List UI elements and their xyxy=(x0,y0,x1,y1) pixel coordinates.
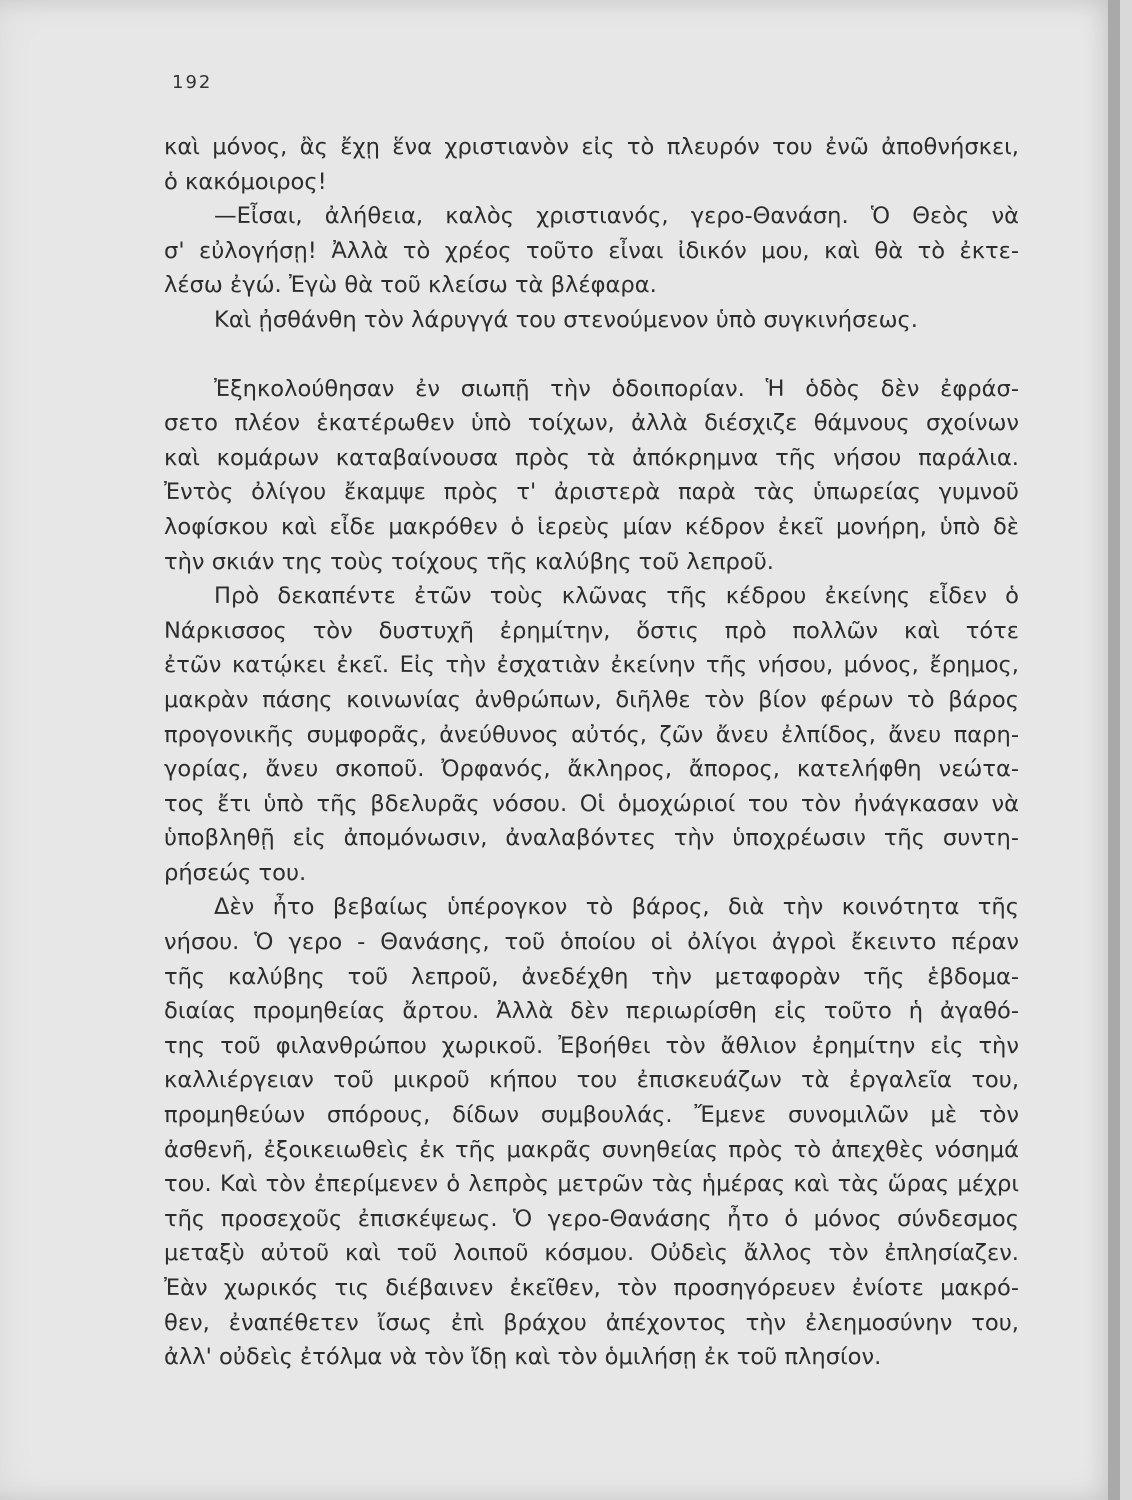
text-line: Ἐντὸς ὀλίγου ἔκαμψε πρὸς τ' ἀριστερὰ παρὰ τὰς ὑπωρείας γυμνοῦ xyxy=(164,479,1019,506)
text-line: μακρὰν πάσης κοινωνίας ἀνθρώπων, διῆλθε τὸν βίον φέρων τὸ βάρος xyxy=(164,686,1019,713)
text-line: του. Καὶ τὸν ἐπερίμενεν ὁ λεπρὸς μετρῶν τὰς ἡμέρας καὶ τὰς ὥρας μέχρι xyxy=(164,1171,1019,1198)
text-line: Καὶ ᾐσθάνθη τὸν λάρυγγά του στενούμενον ὑπὸ συγκινήσεως. xyxy=(214,306,918,333)
text-line: σετο πλέον ἑκατέρωθεν ὑπὸ τοίχων, ἀλλὰ διέσχιζε θάμνους σχοίνων xyxy=(164,410,1019,437)
text-line: προγονικῆς συμφορᾶς, ἀνεύθυνος αὐτός, ζῶν ἄνευ ἐλπίδος, ἄνευ παρη- xyxy=(164,721,1019,748)
text-line: καὶ μόνος, ἂς ἔχῃ ἕνα χριστιανὸν εἰς τὸ πλευρόν του ἐνῶ ἀποθνήσκει, xyxy=(164,134,1019,160)
text-line: Νάρκισσος τὸν δυστυχῆ ἐρημίτην, ὅστις πρὸ πολλῶν καὶ τότε xyxy=(164,617,1019,644)
text-line: της τοῦ φιλανθρώπου χωρικοῦ. Ἐβοήθει τὸν ἄθλιον ἐρημίτην εἰς τὴν xyxy=(164,1032,1019,1059)
text-line: θεν, ἐναπέθετεν ἴσως ἐπὶ βράχου ἀπέχοντος τὴν ἐλεημοσύνην του, xyxy=(164,1309,1019,1336)
text-line: ἀσθενῆ, ἐξοικειωθεὶς ἐκ τῆς μακρᾶς συνηθείας πρὸς τὸ ἀπεχθὲς νόσημά xyxy=(164,1136,1019,1163)
page-number: 192 xyxy=(172,72,213,93)
text-line: σ' εὐλογήσῃ! Ἀλλὰ τὸ χρέος τοῦτο εἶναι ἰδικόν μου, καὶ θὰ τὸ ἐκτε- xyxy=(164,237,1019,264)
text-line: ὁ κακόμοιρος! xyxy=(164,168,327,195)
text-line: —Εἶσαι, ἀλήθεια, καλὸς χριστιανός, γερο-Θανάση. Ὁ Θεὸς νὰ xyxy=(214,203,1019,230)
text-line: Πρὸ δεκαπέντε ἐτῶν τοὺς κλῶνας τῆς κέδρου ἐκείνης εἶδεν ὁ xyxy=(214,583,1019,610)
text-line: τῆς καλύβης τοῦ λεπροῦ, ἀνεδέχθη τὴν μεταφορὰν τῆς ἑβδομα- xyxy=(164,963,1019,990)
text-line: διαίας προμηθείας ἄρτου. Ἀλλὰ δὲν περιωρίσθη εἰς τοῦτο ἡ ἀγαθό- xyxy=(164,998,1019,1025)
text-line: ἀλλ' οὐδεὶς ἐτόλμα νὰ τὸν ἴδῃ καὶ τὸν ὁμιλήσῃ ἐκ τοῦ πλησίον. xyxy=(164,1344,882,1371)
text-line: μεταξὺ αὐτοῦ καὶ τοῦ λοιποῦ κόσμου. Οὐδεὶς ἄλλος τὸν ἐπλησίαζεν. xyxy=(164,1240,1019,1267)
text-line: καὶ κομάρων καταβαίνουσα πρὸς τὰ ἀπόκρημνα τῆς νήσου παράλια. xyxy=(164,444,1019,471)
text-line: τος ἔτι ὑπὸ τῆς βδελυρᾶς νόσου. Οἱ ὁμοχώριοί του τὸν ἠνάγκασαν νὰ xyxy=(164,790,1019,817)
text-line: προμηθεύων σπόρους, δίδων συμβουλάς. Ἔμενε συνομιλῶν μὲ τὸν xyxy=(164,1102,1019,1129)
text-line: ἐτῶν κατῴκει ἐκεῖ. Εἰς τὴν ἐσχατιὰν ἐκείνην τῆς νήσου, μόνος, ἔρημος, xyxy=(164,652,1019,679)
text-line: τὴν σκιάν της τοὺς τοίχους τῆς καλύβης τοῦ λεπροῦ. xyxy=(164,548,774,575)
text-line: καλλιέργειαν τοῦ μικροῦ κήπου του ἐπισκευάζων τὰ ἐργαλεῖα του, xyxy=(164,1067,1019,1094)
paragraph-gap xyxy=(164,338,1019,372)
text-line: νήσου. Ὁ γερο - Θανάσης, τοῦ ὁποίου οἱ ὀλίγοι ἀγροὶ ἔκειντο πέραν xyxy=(164,929,1019,956)
page-edge xyxy=(1108,0,1120,1500)
text-line: Ἐξηκολούθησαν ἐν σιωπῇ τὴν ὁδοιπορίαν. Ἡ ὁδὸς δὲν ἐφράσ- xyxy=(214,375,1019,402)
text-line: ὑποβληθῇ εἰς ἀπομόνωσιν, ἀναλαβόντες τὴν ὑποχρέωσιν τῆς συντη- xyxy=(164,825,1019,852)
text-line: Δὲν ἦτο βεβαίως ὑπέρογκον τὸ βάρος, διὰ τὴν κοινότητα τῆς xyxy=(214,894,1019,921)
text-line: λέσω ἐγώ. Ἐγὼ θὰ τοῦ κλείσω τὰ βλέφαρα. xyxy=(164,272,657,299)
text-line: γορίας, ἄνευ σκοποῦ. Ὀρφανός, ἄκληρος, ἄπορος, κατελήφθη νεώτα- xyxy=(164,756,1019,783)
text-line: λοφίσκου καὶ εἶδε μακρόθεν ὁ ἱερεὺς μίαν κέδρον ἐκεῖ μονήρη, ὑπὸ δὲ xyxy=(164,513,1019,540)
body-text xyxy=(164,130,1019,1375)
text-line: ρήσεώς του. xyxy=(164,859,307,886)
text-line: Ἐὰν χωρικός τις διέβαινεν ἐκεῖθεν, τὸν προσηγόρευεν ἐνίοτε μακρό- xyxy=(164,1275,1019,1301)
text-line: τῆς προσεχοῦς ἐπισκέψεως. Ὁ γερο-Θανάσης ἦτο ὁ μόνος σύνδεσμος xyxy=(164,1205,1019,1232)
